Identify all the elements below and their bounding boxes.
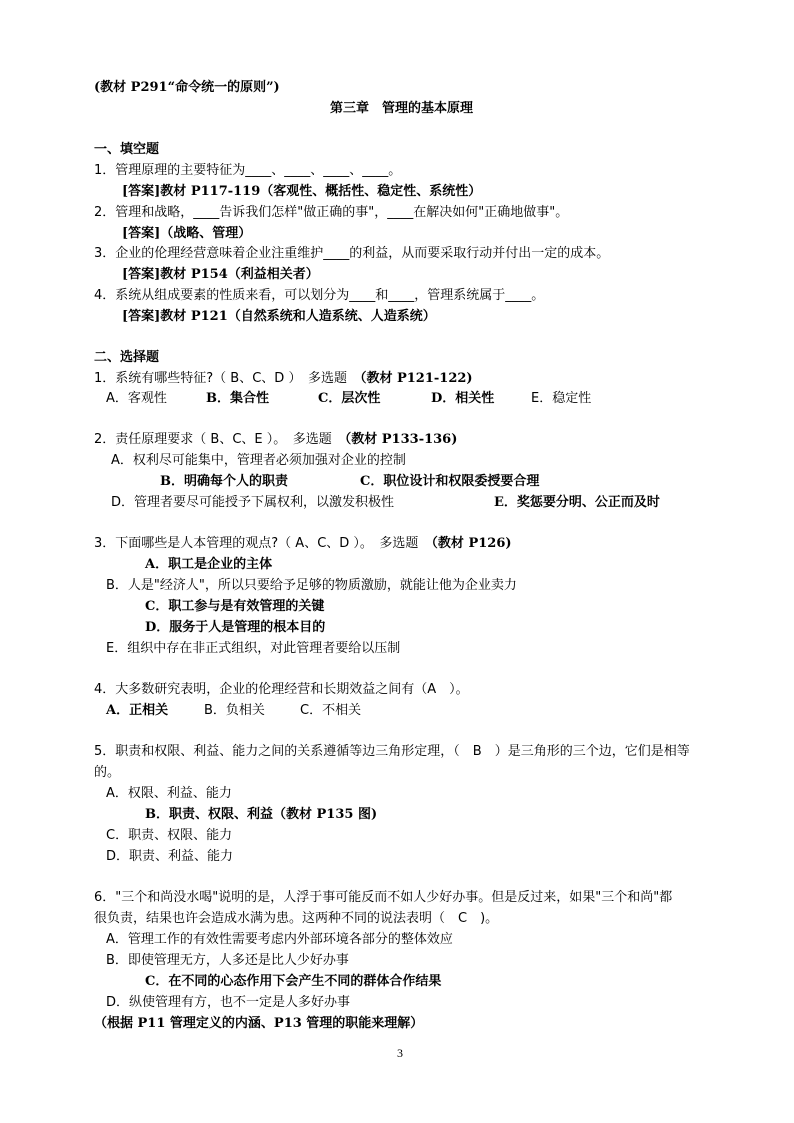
q6-option-c: C．在不同的心态作用下会产生不同的群体合作结果 bbox=[145, 974, 442, 989]
choice-question-3 bbox=[94, 536, 512, 552]
q2-option-a: A．权利尽可能集中，管理者必须加强对企业的控制 bbox=[111, 453, 406, 468]
q1-option-d: D．相关性 bbox=[431, 391, 495, 406]
choice-question-4: 4．大多数研究表明，企业的伦理经营和长期效益之间有（A ）。 bbox=[94, 682, 469, 697]
page-number: 3 bbox=[397, 1046, 403, 1060]
fill-answer-1: [答案]教材 P117-119（客观性、概括性、稳定性、系统性） bbox=[122, 184, 482, 199]
textbook-reference: （教材 P121-122) bbox=[359, 371, 473, 386]
q2-option-c: C．职位设计和权限委授要合理 bbox=[360, 474, 540, 489]
q2-option-b: B．明确每个人的职责 bbox=[160, 474, 288, 489]
choice-question-1 bbox=[94, 371, 473, 387]
section-fill-heading: 一、填空题 bbox=[94, 142, 160, 157]
q5-option-b: B．职责、权限、利益（教材 P135 图) bbox=[145, 807, 378, 822]
choice-question-2 bbox=[94, 432, 457, 448]
q3-option-d: D．服务于人是管理的根本目的 bbox=[145, 620, 326, 635]
q4-option-b: B．负相关 bbox=[204, 703, 265, 718]
textbook-reference: （教材 P126) bbox=[431, 536, 512, 551]
q6-option-a: A．管理工作的有效性需要考虑内外部环境各部分的整体效应 bbox=[106, 932, 453, 947]
q3-option-c: C．职工参与是有效管理的关键 bbox=[145, 599, 325, 614]
q5-option-d: D．职责、利益、能力 bbox=[106, 849, 234, 864]
q2-option-e: E．奖惩要分明、公正而及时 bbox=[494, 495, 660, 510]
q1-option-a: A．客观性 bbox=[106, 391, 167, 406]
choice-question-5-line1: 5．职责和权限、利益、能力之间的关系遵循等边三角形定理，（ B ）是三角形的三个边，它们是相等 bbox=[94, 744, 690, 759]
fill-answer-3: [答案]教材 P154（利益相关者） bbox=[122, 267, 319, 282]
q1-option-b: B．集合性 bbox=[206, 391, 269, 406]
textbook-reference: （教材 P133-136) bbox=[344, 432, 458, 447]
fill-question-2: 2．管理和战略，____告诉我们怎样"做正确的事"，____在解决如何"正确地做事"。 bbox=[94, 205, 569, 220]
q5-option-c: C．职责、权限、能力 bbox=[106, 828, 233, 843]
q5-option-a: A．权限、利益、能力 bbox=[106, 786, 232, 801]
q6-option-d: D．纵使管理有方，也不一定是人多好办事 bbox=[106, 995, 351, 1010]
q6-note: （根据 P11 管理定义的内涵、P13 管理的职能来理解） bbox=[94, 1016, 424, 1031]
fill-question-1: 1．管理原理的主要特征为____、____、____、____。 bbox=[94, 163, 402, 178]
header-note: (教材 P291“命令统一的原则”) bbox=[94, 80, 280, 95]
q4-option-a: A．正相关 bbox=[106, 703, 169, 718]
q6-option-b: B．即使管理无方，人多还是比人少好办事 bbox=[106, 953, 349, 968]
question-stem: 2．责任原理要求（ B、C、E ）。 多选题 bbox=[94, 432, 345, 447]
q2-option-d: D．管理者要尽可能授予下属权利，以激发积极性 bbox=[111, 495, 395, 510]
choice-question-5-line2: 的。 bbox=[94, 765, 121, 780]
page-title: 第三章 管理的基本原理 bbox=[330, 101, 474, 116]
q3-option-e: E．组织中存在非正式组织，对此管理者要给以压制 bbox=[106, 641, 401, 656]
choice-question-6-line2: 很负责，结果也许会造成水满为患。这两种不同的说法表明（ C )。 bbox=[94, 911, 499, 926]
section-choice-heading: 二、选择题 bbox=[94, 350, 160, 365]
q3-option-b: B．人是"经济人"，所以只要给予足够的物质激励，就能让他为企业卖力 bbox=[106, 578, 517, 593]
q4-option-c: C．不相关 bbox=[300, 703, 362, 718]
fill-question-4: 4．系统从组成要素的性质来看，可以划分为____和____，管理系统属于____。 bbox=[94, 288, 545, 303]
q1-option-e: E．稳定性 bbox=[531, 391, 592, 406]
fill-answer-4: [答案]教材 P121（自然系统和人造系统、人造系统） bbox=[122, 309, 436, 324]
question-stem: 1．系统有哪些特征?（ B、C、D ） 多选题 bbox=[94, 371, 360, 386]
choice-question-6-line1: 6．"三个和尚没水喝"说明的是，人浮于事可能反而不如人少好办事。但是反过来，如果"三个和尚"都 bbox=[94, 890, 673, 905]
fill-answer-2: [答案]（战略、管理） bbox=[122, 226, 252, 241]
q3-option-a: A．职工是企业的主体 bbox=[145, 557, 273, 572]
q1-option-c: C．层次性 bbox=[318, 391, 381, 406]
question-stem: 3．下面哪些是人本管理的观点?（ A、C、D ）。 多选题 bbox=[94, 536, 432, 551]
fill-question-3: 3．企业的伦理经营意味着企业注重维护____的利益，从而要采取行动并付出一定的成本。 bbox=[94, 246, 610, 261]
